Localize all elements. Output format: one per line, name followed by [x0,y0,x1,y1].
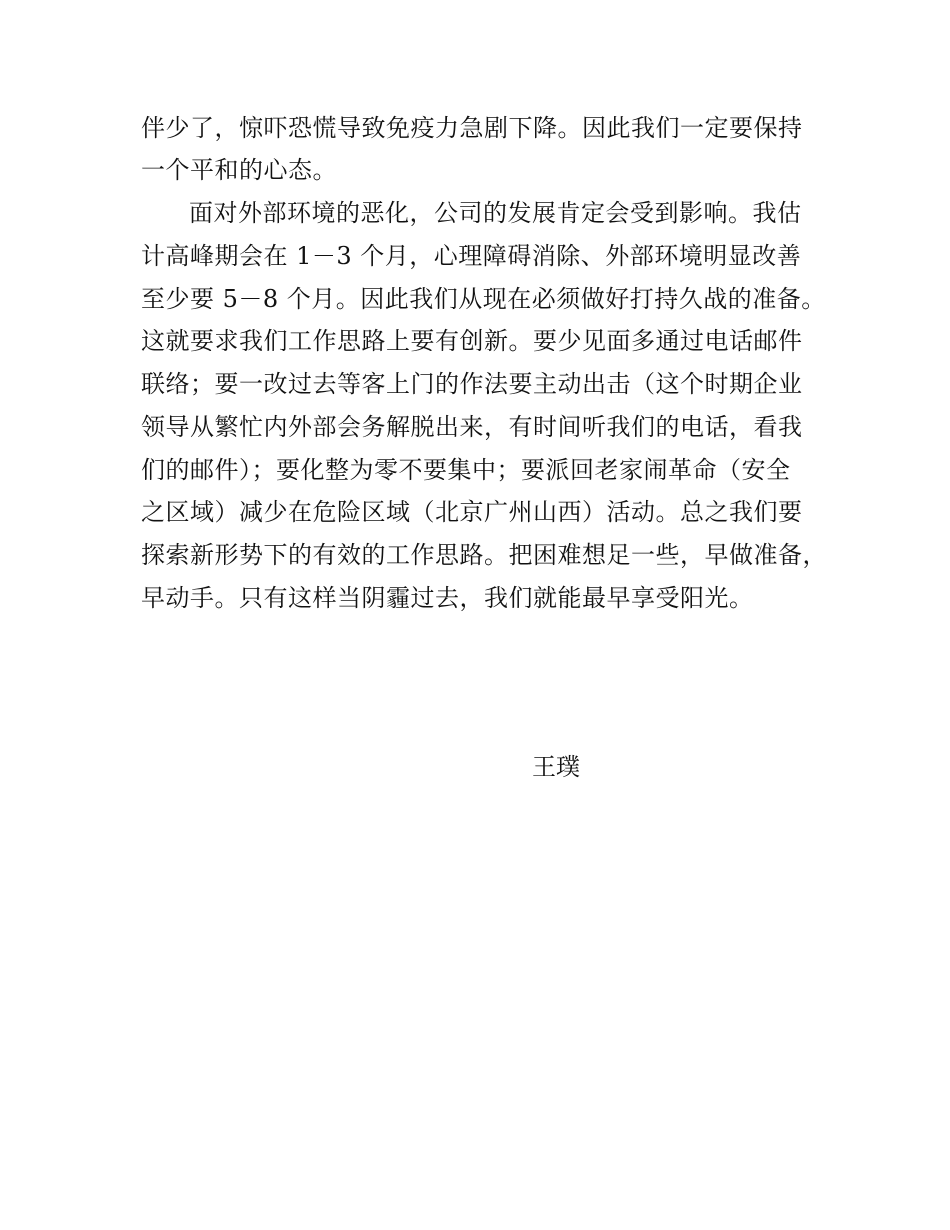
paragraph-line: 领导从繁忙内外部会务解脱出来，有时间听我们的电话，看我 [141,413,803,441]
paragraph-line: 探索新形势下的有效的工作思路。把困难想足一些，早做准备， [141,541,827,569]
paragraph-line: 一个平和的心态。 [141,156,337,184]
paragraph-line: 们的邮件）；要化整为零不要集中；要派回老家闹革命（安全 [141,456,791,484]
paragraph-line: 联络；要一改过去等客上门的作法要主动出击（这个时期企业 [141,370,803,398]
paragraph-line: 至少要 5－8 个月。因此我们从现在必须做好打持久战的准备。 [141,285,826,313]
paragraph-line: 面对外部环境的恶化，公司的发展肯定会受到影响。我估 [189,199,802,227]
paragraph-line: 之区域）减少在危险区域（北京广州山西）活动。总之我们要 [141,498,803,526]
paragraph-line: 早动手。只有这样当阴霾过去，我们就能最早享受阳光。 [141,584,754,612]
author-signature: 王璞 [532,753,580,781]
paragraph-line: 这就要求我们工作思路上要有创新。要少见面多通过电话邮件 [141,327,803,355]
paragraph-line: 伴少了，惊吓恐慌导致免疫力急剧下降。因此我们一定要保持 [141,114,803,142]
paragraph-line: 计高峰期会在 1－3 个月，心理障碍消除、外部环境明显改善 [141,242,802,270]
